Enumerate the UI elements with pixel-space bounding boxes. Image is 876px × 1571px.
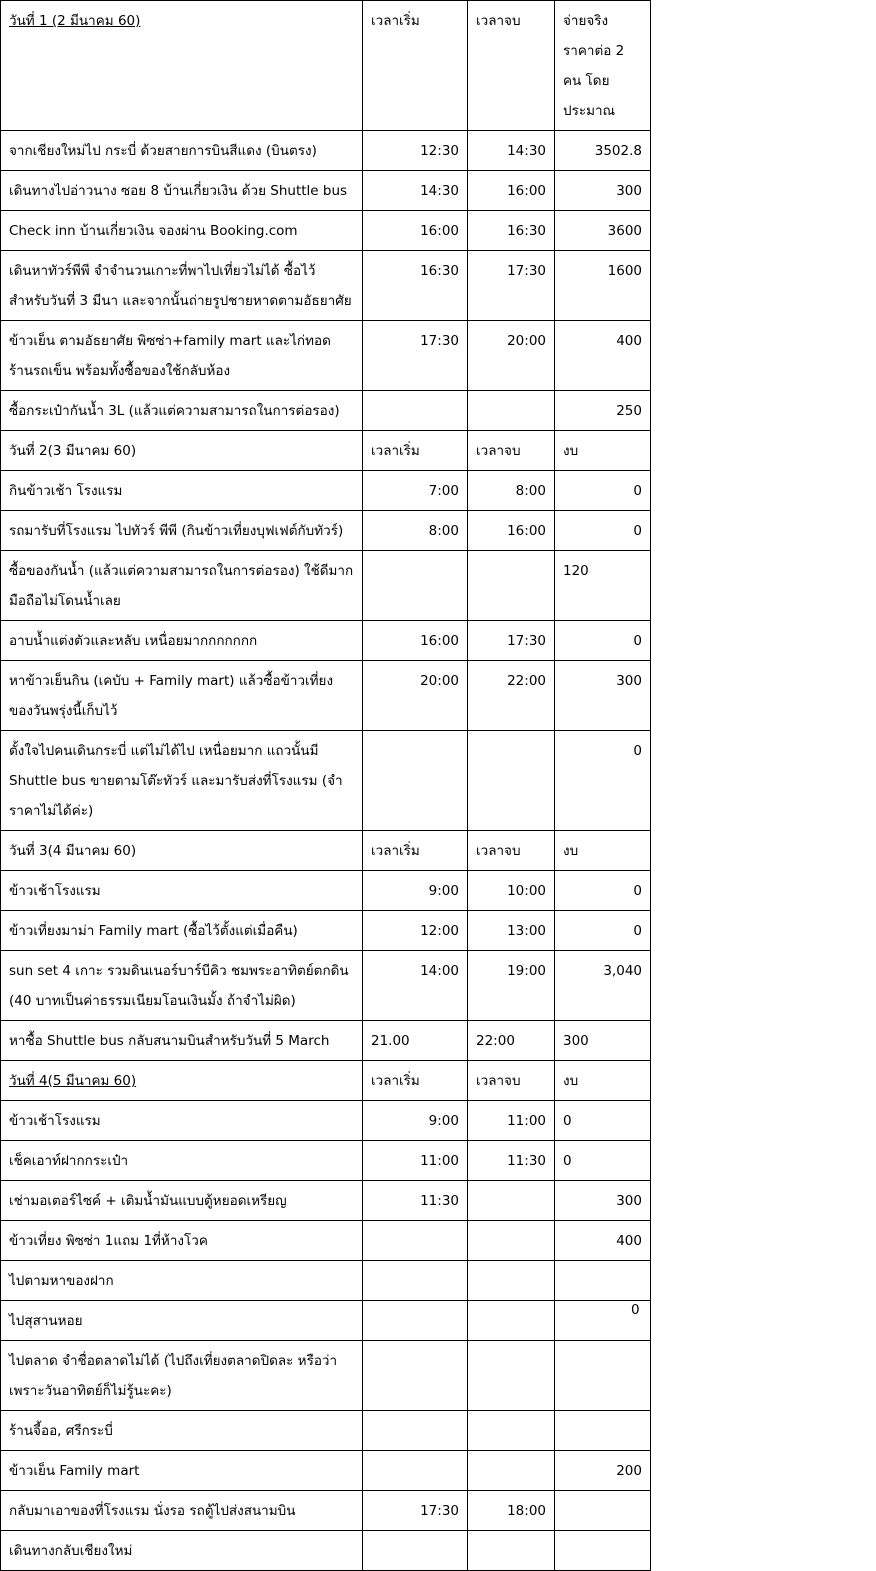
activity-row	[1, 911, 651, 951]
end-time-cell: 11:30	[468, 1141, 555, 1181]
start-time-header: เวลาเริ่ม	[363, 831, 468, 871]
start-time-cell: 11:30	[363, 1181, 468, 1221]
activity-cell: sun set 4 เกาะ รวมดินเนอร์บาร์บีคิว ชมพระอาทิตย์ตกดิน (40 บาทเป็นค่าธรรมเนียมโอนเงินมั้ง ถ้าจำไม่ผิด)	[1, 951, 363, 1021]
start-time-cell: 21.00	[363, 1021, 468, 1061]
activity-cell: เดินทางไปอ่าวนาง ซอย 8 บ้านเกี่ยวเงิน ด้วย Shuttle bus	[1, 171, 363, 211]
cost-cell: 250	[555, 391, 651, 431]
cost-header: งบ	[555, 831, 651, 871]
start-time-cell: 20:00	[363, 661, 468, 731]
activity-row	[1, 511, 651, 551]
start-time-cell	[363, 731, 468, 831]
activity-cell: หาข้าวเย็นกิน (เคบับ + Family mart) แล้วซื้อข้าวเที่ยงของวันพรุ่งนี้เก็บไว้	[1, 661, 363, 731]
cost-header: งบ	[555, 431, 651, 471]
start-time-header: เวลาเริ่ม	[363, 1061, 468, 1101]
cost-cell: 200	[555, 1451, 651, 1491]
activity-row	[1, 391, 651, 431]
day-title: วันที่ 4(5 มีนาคม 60)	[1, 1061, 363, 1101]
activity-row	[1, 1181, 651, 1221]
activity-cell: ซื้อของกันน้ำ (แล้วแต่ความสามารถในการต่อรอง) ใช้ดีมาก มือถือไม่โดนน้ำเลย	[1, 551, 363, 621]
cost-cell: 3,040	[555, 951, 651, 1021]
end-time-cell: 13:00	[468, 911, 555, 951]
end-time-cell	[468, 391, 555, 431]
activity-cell: เดินหาทัวร์พีพี จำจำนวนเกาะที่พาไปเที่ยวไม่ได้ ซื้อไว้สำหรับวันที่ 3 มีนา และจากนั้นถ่ายรูปชายหาดตามอัธยาศัย	[1, 251, 363, 321]
cost-cell: 0	[555, 471, 651, 511]
start-time-header: เวลาเริ่ม	[363, 431, 468, 471]
cost-cell: 0	[555, 871, 651, 911]
end-time-header: เวลาจบ	[468, 831, 555, 871]
end-time-cell: 16:30	[468, 211, 555, 251]
start-time-cell: 12:30	[363, 131, 468, 171]
activity-row	[1, 251, 651, 321]
cost-cell: 300	[555, 1181, 651, 1221]
activity-cell: ข้าวเช้าโรงแรม	[1, 871, 363, 911]
end-time-cell: 11:00	[468, 1101, 555, 1141]
day-title: วันที่ 3(4 มีนาคม 60)	[1, 831, 363, 871]
activity-row	[1, 871, 651, 911]
cost-cell: 400	[555, 1221, 651, 1261]
start-time-cell: 11:00	[363, 1141, 468, 1181]
start-time-cell: 17:30	[363, 321, 468, 391]
end-time-cell	[468, 1301, 555, 1341]
day-header-row	[1, 831, 651, 871]
end-time-cell	[468, 551, 555, 621]
activity-row	[1, 131, 651, 171]
activity-cell: กินข้าวเช้า โรงแรม	[1, 471, 363, 511]
activity-cell: อาบน้ำแต่งตัวและหลับ เหนื่อยมากกกกกกก	[1, 621, 363, 661]
cost-cell	[555, 1341, 651, 1411]
end-time-cell	[468, 1261, 555, 1301]
start-time-cell	[363, 1221, 468, 1261]
start-time-cell: 12:00	[363, 911, 468, 951]
cost-cell: 0	[555, 1101, 651, 1141]
cost-cell: 0	[555, 511, 651, 551]
activity-row	[1, 1261, 651, 1301]
activity-cell: จากเชียงใหม่ไป กระบี่ ด้วยสายการบินสีแดง (บินตรง)	[1, 131, 363, 171]
activity-cell: หาซื้อ Shuttle bus กลับสนามบินสำหรับวันที่ 5 March	[1, 1021, 363, 1061]
end-time-cell: 14:30	[468, 131, 555, 171]
start-time-cell: 9:00	[363, 1101, 468, 1141]
activity-row	[1, 1221, 651, 1261]
end-time-cell: 16:00	[468, 511, 555, 551]
activity-cell: ตั้งใจไปคนเดินกระบี่ แต่ไม่ได้ไป เหนื่อยมาก แถวนั้นมี Shuttle bus ขายตามโต๊ะทัวร์ และมารับส่งที่โรงแรม (จำราคาไม่ได้ค่ะ)	[1, 731, 363, 831]
activity-cell: ข้าวเย็น ตามอัธยาศัย พิซซ่า+family mart และไก่ทอดร้านรถเข็น พร้อมทั้งซื้อของใช้กลับห้อง	[1, 321, 363, 391]
activity-cell: ข้าวเย็น Family mart	[1, 1451, 363, 1491]
start-time-cell	[363, 1531, 468, 1571]
day-header-row	[1, 431, 651, 471]
activity-row	[1, 471, 651, 511]
cost-cell	[555, 1261, 651, 1301]
start-time-cell	[363, 1451, 468, 1491]
end-time-cell	[468, 1181, 555, 1221]
end-time-cell	[468, 1341, 555, 1411]
cost-cell: 0	[555, 621, 651, 661]
activity-row	[1, 171, 651, 211]
cost-cell: 3502.8	[555, 131, 651, 171]
end-time-cell	[468, 1411, 555, 1451]
activity-row	[1, 1411, 651, 1451]
activity-cell: ไปสุสานหอย	[1, 1301, 363, 1341]
activity-row	[1, 951, 651, 1021]
start-time-cell: 14:30	[363, 171, 468, 211]
activity-cell: ร้านจี้ออ, ศรีกระบี่	[1, 1411, 363, 1451]
start-time-cell: 9:00	[363, 871, 468, 911]
end-time-cell: 16:00	[468, 171, 555, 211]
end-time-cell: 22:00	[468, 661, 555, 731]
start-time-cell: 17:30	[363, 1491, 468, 1531]
activity-row	[1, 1021, 651, 1061]
activity-cell: ข้าวเที่ยงมาม่า Family mart (ซื้อไว้ตั้งแต่เมื่อคืน)	[1, 911, 363, 951]
end-time-cell: 17:30	[468, 251, 555, 321]
end-time-cell	[468, 1221, 555, 1261]
activity-row	[1, 1301, 651, 1341]
start-time-cell: 16:30	[363, 251, 468, 321]
start-time-cell: 14:00	[363, 951, 468, 1021]
cost-cell: 0	[555, 731, 651, 831]
activity-cell: ซื้อกระเป๋ากันน้ำ 3L (แล้วแต่ความสามารถในการต่อรอง)	[1, 391, 363, 431]
cost-cell: 0	[555, 911, 651, 951]
end-time-cell: 18:00	[468, 1491, 555, 1531]
cost-cell: 120	[555, 551, 651, 621]
activity-cell: เช่ามอเตอร์ไซค์ + เติมน้ำมันแบบตู้หยอดเหรียญ	[1, 1181, 363, 1221]
activity-cell: ไปตลาด จำชื่อตลาดไม่ได้ (ไปถึงเที่ยงตลาดปิดละ หรือว่าเพราะวันอาทิตย์ก็ไม่รู้นะคะ)	[1, 1341, 363, 1411]
end-time-cell	[468, 1451, 555, 1491]
day-title: วันที่ 1 (2 มีนาคม 60)	[1, 1, 363, 131]
start-time-cell: 7:00	[363, 471, 468, 511]
activity-row	[1, 731, 651, 831]
activity-row	[1, 1341, 651, 1411]
cost-header: งบ	[555, 1061, 651, 1101]
end-time-cell	[468, 1531, 555, 1571]
cost-cell	[555, 1491, 651, 1531]
day-header-row	[1, 1, 651, 131]
activity-row	[1, 1451, 651, 1491]
activity-row	[1, 211, 651, 251]
day-title: วันที่ 2(3 มีนาคม 60)	[1, 431, 363, 471]
activity-row	[1, 661, 651, 731]
activity-row	[1, 621, 651, 661]
end-time-cell	[468, 731, 555, 831]
activity-cell: ข้าวเช้าโรงแรม	[1, 1101, 363, 1141]
start-time-cell: 8:00	[363, 511, 468, 551]
activity-row	[1, 1141, 651, 1181]
end-time-header: เวลาจบ	[468, 1061, 555, 1101]
activity-cell: รถมารับที่โรงแรม ไปทัวร์ พีพี (กินข้าวเที่ยงบุฟเฟต์กับทัวร์)	[1, 511, 363, 551]
cost-cell	[555, 1411, 651, 1451]
end-time-cell: 19:00	[468, 951, 555, 1021]
start-time-cell: 16:00	[363, 621, 468, 661]
start-time-cell	[363, 391, 468, 431]
start-time-cell	[363, 1261, 468, 1301]
end-time-header: เวลาจบ	[468, 1, 555, 131]
start-time-cell	[363, 1341, 468, 1411]
end-time-header: เวลาจบ	[468, 431, 555, 471]
cost-cell	[555, 1531, 651, 1571]
stray-cost-value: 0	[631, 1302, 640, 1318]
end-time-cell: 10:00	[468, 871, 555, 911]
activity-cell: ไปตามหาของฝาก	[1, 1261, 363, 1301]
cost-cell: 300	[555, 1021, 651, 1061]
start-time-cell	[363, 1411, 468, 1451]
activity-cell: กลับมาเอาของที่โรงแรม นั่งรอ รถตู้ไปส่งสนามบิน	[1, 1491, 363, 1531]
activity-row	[1, 321, 651, 391]
end-time-cell: 22:00	[468, 1021, 555, 1061]
start-time-header: เวลาเริ่ม	[363, 1, 468, 131]
cost-cell: 1600	[555, 251, 651, 321]
activity-row	[1, 1491, 651, 1531]
start-time-cell	[363, 551, 468, 621]
start-time-cell: 16:00	[363, 211, 468, 251]
end-time-cell: 20:00	[468, 321, 555, 391]
cost-cell: 400	[555, 321, 651, 391]
activity-row	[1, 551, 651, 621]
activity-cell: ข้าวเที่ยง พิซซ่า 1แถม 1ที่ห้างโวค	[1, 1221, 363, 1261]
end-time-cell: 8:00	[468, 471, 555, 511]
cost-cell: 300	[555, 661, 651, 731]
activity-row	[1, 1531, 651, 1571]
end-time-cell: 17:30	[468, 621, 555, 661]
cost-cell: 3600	[555, 211, 651, 251]
cost-header: จ่ายจริง ราคาต่อ 2 คน โดยประมาณ	[555, 1, 651, 131]
activity-cell: เช็คเอาท์ฝากกระเป๋า	[1, 1141, 363, 1181]
activity-cell: เดินทางกลับเชียงใหม่	[1, 1531, 363, 1571]
activity-row	[1, 1101, 651, 1141]
activity-cell: Check inn บ้านเกี่ยวเงิน จองผ่าน Booking.com	[1, 211, 363, 251]
cost-cell: 0	[555, 1141, 651, 1181]
cost-cell: 300	[555, 171, 651, 211]
day-header-row	[1, 1061, 651, 1101]
start-time-cell	[363, 1301, 468, 1341]
